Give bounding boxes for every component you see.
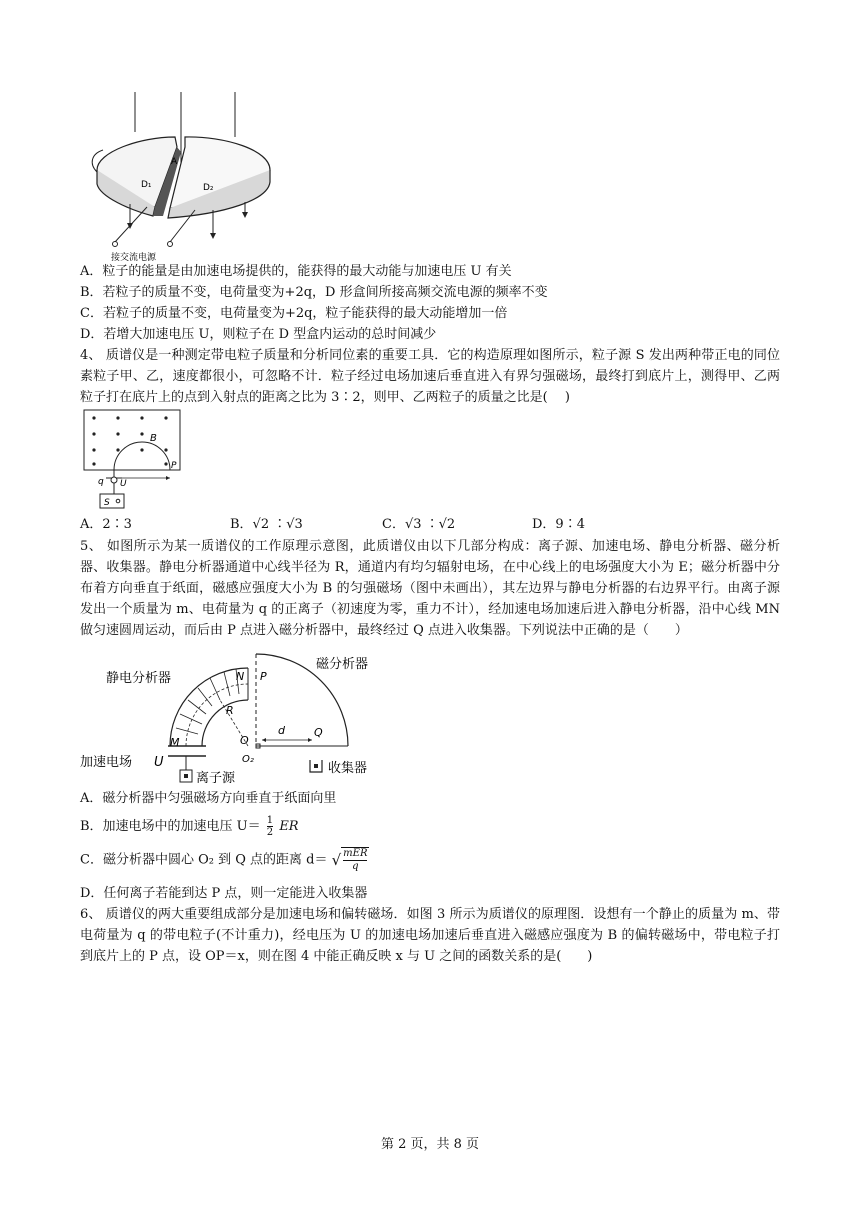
q5-stem: 5、 如图所示为某一质谱仪的工作原理示意图，此质谱仪由以下几部分构成：离子源、加速电场、静电分析器、磁分析器、收集器。静电分析器通道中心线半径为 R，通道内有均匀辐射电场，在中心线上的电场强度大小为 E；磁分析器中分布着方向垂直于纸面，磁感应强度大小为 B 的匀强磁场（图中未画出），其左边界与静电分析器的右边界平行。由离子源发出一个质量为 m、电荷量为 q 的正离子（初速度为零，重力不计），经加速电场加速后进入静电分析器，沿中心线 MN 做匀速圆周运动，而后由 P 点进入磁分析器中，最终经过 Q 点进入收集器。下列说法中正确的是（ ） bbox=[80, 539, 780, 638]
label-electrostatic: 静电分析器 bbox=[106, 671, 172, 686]
label-magnetic: 磁分析器 bbox=[316, 657, 369, 672]
q4-option-c: C．√3 ∶√2 bbox=[382, 517, 456, 532]
label-u: U bbox=[154, 755, 164, 770]
label-d: d bbox=[278, 724, 285, 737]
q4-figure bbox=[80, 408, 190, 510]
label-accel: 加速电场 bbox=[80, 755, 133, 770]
q4-stem: 4、 质谱仪是一种测定带电粒子质量和分析同位素的重要工具．它的构造原理如图所示，粒子源 S 发出两种带正电的同位素粒子甲、乙，速度都很小，可忽略不计．粒子经过电场加速后垂直进入有界匀强磁场，最终打到底片上，测得甲、乙两粒子打在底片上的点到入射点的距离之比为 3∶2，则甲、乙两粒子的质量之比是( ) bbox=[80, 348, 780, 405]
label-o1: O bbox=[240, 734, 249, 747]
sqrt-denominator: q bbox=[352, 861, 359, 872]
figure-caption: 接交流电源 bbox=[111, 253, 157, 263]
q5-option-b bbox=[80, 815, 299, 838]
q5-option-a: A．磁分析器中匀强磁场方向垂直于纸面向里 bbox=[80, 791, 337, 806]
label-s: S bbox=[104, 498, 110, 508]
label-r: R bbox=[226, 704, 234, 717]
q5-option-d: D．任何离子若能到达 P 点，则一定能进入收集器 bbox=[80, 886, 368, 901]
q5-option-c: C．磁分析器中圆心 O₂ 到 Q 点的距离 d＝ √ mER q bbox=[80, 848, 368, 872]
label-m: M bbox=[170, 736, 180, 749]
label-d1: D₁ bbox=[141, 180, 152, 190]
sqrt-numerator: mER bbox=[343, 848, 368, 859]
q6-stem: 6、 质谱仪的两大重要组成部分是加速电场和偏转磁场．如图 3 所示为质谱仪的原理图．设想有一个静止的质量为 m、带电荷量为 q 的带电粒子(不计重力)，经电压为 U 的加速电场加速后垂直进入磁感应强度为 B 的偏转磁场中，带电粒子打到底片上的 P 点，设 OP＝x，则在图 4 中能正确反映 x 与 U 之间的函数关系的是( ) bbox=[80, 907, 780, 964]
label-collector: 收集器 bbox=[328, 761, 368, 776]
fraction-denominator: 2 bbox=[266, 827, 274, 838]
q5-option-b-text: B．加速电场中的加速电压 U＝ bbox=[80, 819, 261, 834]
label-q: q bbox=[98, 477, 104, 487]
label-o2: O₂ bbox=[242, 754, 254, 765]
fraction-numerator: 1 bbox=[266, 815, 274, 826]
q4-option-b: B．√2 ∶√3 bbox=[230, 517, 303, 532]
page-footer: 第 2 页，共 8 页 bbox=[380, 1137, 480, 1152]
cyclotron-figure bbox=[85, 92, 275, 264]
q4-options bbox=[80, 513, 780, 533]
q3-option-a: A．粒子的能量是由加速电场提供的，能获得的最大动能与加速电压 U 有关 bbox=[80, 264, 512, 279]
label-source: 离子源 bbox=[196, 771, 236, 786]
label-q: Q bbox=[314, 726, 323, 739]
q3-option-d: D．若增大加速电压 U，则粒子在 D 型盒内运动的总时间减少 bbox=[80, 327, 437, 342]
q5-option-b-tail: ER bbox=[279, 819, 299, 834]
q4-option-d: D．9∶4 bbox=[532, 517, 585, 532]
q3-option-b: B．若粒子的质量不变，电荷量变为+2q，D 形盒间所接高频交流电源的频率不变 bbox=[80, 285, 548, 300]
label-p: P bbox=[260, 670, 267, 683]
label-p: P bbox=[171, 461, 177, 471]
label-d2: D₂ bbox=[203, 183, 214, 193]
q5-option-c-text: C．磁分析器中圆心 O₂ 到 Q 点的距离 d＝ bbox=[80, 852, 328, 868]
label-a: A bbox=[171, 157, 178, 167]
q3-option-c: C．若粒子的质量不变，电荷量变为+2q，粒子能获得的最大动能增加一倍 bbox=[80, 306, 508, 321]
q5-figure bbox=[80, 648, 400, 790]
label-u: U bbox=[120, 479, 127, 489]
label-n: N bbox=[236, 670, 245, 683]
q4-option-a: A．2∶3 bbox=[80, 517, 132, 532]
label-b: B bbox=[150, 433, 157, 444]
